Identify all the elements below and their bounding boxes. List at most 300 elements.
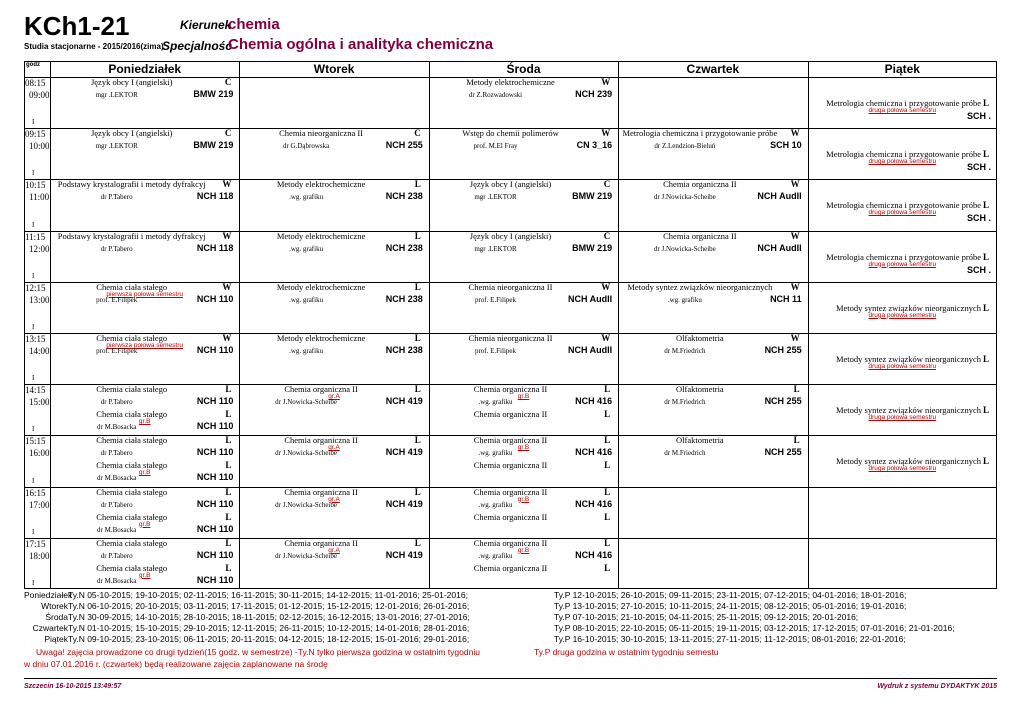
- event-type: L: [604, 460, 611, 471]
- event-type: L: [225, 384, 232, 395]
- event-room: NCH 110: [196, 447, 234, 458]
- event-cell: [431, 384, 616, 409]
- event-room: NCH 255: [764, 345, 802, 355]
- footer-right: Wydruk z systemu DYDAKTYK 2015: [877, 683, 997, 690]
- event-room: NCH 110: [196, 472, 234, 483]
- grid-day-divider: [239, 61, 240, 589]
- event-cell: [620, 282, 805, 307]
- event-subject: Język obcy I (angielski): [469, 230, 552, 241]
- event-teacher: prof. M.El Fray: [473, 142, 518, 151]
- event-note: druga połowa semestru: [868, 260, 937, 268]
- slot-tick-mark: I: [32, 323, 35, 331]
- event-room: NCH 416: [575, 396, 613, 407]
- event-cell: [431, 512, 616, 537]
- event-subject: Olfaktometria: [676, 333, 724, 343]
- legend-even-weeks: Ty.P 13-10-2015; 27-10-2015; 10-11-2015; 24-11-2015; 08-12-2015; 05-01-2016; 19-01-2016;: [554, 601, 907, 611]
- legend-odd-weeks: Ty.N 05-10-2015; 19-10-2015; 02-11-2015; 16-11-2015; 30-11-2015; 14-12-2015; 11-01-2016; 25-01-2016;: [68, 590, 468, 600]
- event-room: SCH .: [966, 111, 991, 121]
- event-group: gr.B: [517, 546, 530, 554]
- event-room: NCH AudII: [568, 345, 613, 355]
- event-teacher: .wg. grafiku: [289, 244, 324, 253]
- event-subject: Chemia organiczna II: [473, 460, 548, 471]
- event-cell: [810, 302, 995, 332]
- event-note: druga połowa semestru: [868, 363, 937, 370]
- event-subject: Chemia organiczna II: [473, 511, 548, 522]
- slot-tick-mark: I: [32, 527, 35, 536]
- event-type: W: [222, 281, 232, 292]
- grid-day-divider: [808, 61, 809, 589]
- event-room: NCH 110: [196, 574, 234, 585]
- event-room: NCH 118: [196, 191, 234, 202]
- slot-start-time: 08:15: [25, 78, 46, 88]
- event-group: gr.A: [328, 495, 340, 503]
- slot-end-time: 11:00: [29, 192, 50, 203]
- event-cell: [620, 179, 805, 204]
- legend-row: [24, 601, 469, 612]
- slot-start-time: 17:15: [25, 538, 46, 549]
- slot-start-time: 13:15: [25, 334, 46, 344]
- event-type: L: [793, 384, 800, 395]
- event-room: NCH 419: [385, 447, 423, 458]
- event-subject: Język obcy I (angielski): [90, 77, 173, 87]
- event-type: L: [982, 251, 989, 262]
- event-group: gr.B: [138, 418, 151, 426]
- field-label: Kierunek: [180, 18, 232, 32]
- legend-odd-weeks: Ty.N 01-10-2015; 15-10-2015; 29-10-2015; 12-11-2015; 26-11-2015; 10-12-2015; 14-01-2016; 28-01-2016;: [68, 623, 470, 633]
- slot-start-time: 14:15: [25, 385, 46, 396]
- event-cell: [241, 179, 426, 204]
- event-room: BMW 219: [572, 191, 613, 202]
- event-cell: [810, 149, 995, 178]
- event-type: L: [225, 511, 232, 522]
- event-subject: Metody elektrochemiczne: [466, 77, 555, 87]
- event-room: NCH 110: [196, 396, 234, 407]
- legend-row: [24, 634, 469, 645]
- event-cell: [431, 231, 616, 256]
- event-type: C: [224, 128, 232, 139]
- event-group: gr.B: [138, 469, 151, 477]
- event-subject: Metrologia chemiczna i przygotowanie próbe: [826, 98, 981, 108]
- event-subject: Chemia ciała stałego: [96, 460, 168, 471]
- event-group: gr.A: [328, 546, 340, 554]
- slot-start-time: 11:15: [25, 231, 46, 242]
- day-header: Środa: [506, 62, 541, 76]
- event-teacher: dr P.Tabero: [100, 500, 133, 509]
- event-type: C: [603, 179, 611, 190]
- event-subject: Chemia organiczna II: [473, 486, 548, 497]
- event-type: L: [604, 537, 611, 548]
- event-cell: [431, 77, 616, 102]
- event-note: druga połowa semestru: [868, 107, 937, 114]
- grid-day-divider: [618, 61, 619, 589]
- event-group: gr.A: [328, 444, 340, 452]
- event-type: L: [414, 230, 421, 241]
- event-group: gr.B: [517, 393, 530, 401]
- legend-even-weeks: Ty.P 08-10-2015; 22-10-2015; 05-11-2015; 19-11-2015; 03-12-2015; 17-12-2015; 07-01-2016; 21-01-2016;: [554, 623, 955, 633]
- event-type: L: [225, 562, 232, 573]
- slot-tick-mark: I: [32, 220, 35, 229]
- hour-column-label: godz: [26, 62, 40, 68]
- event-room: NCH AudII: [568, 293, 613, 304]
- event-room: BMW 219: [193, 140, 234, 151]
- legend-row: [24, 612, 470, 623]
- event-subject: Chemia organiczna II: [473, 562, 548, 573]
- legend-odd-weeks: Ty.N 30-09-2015; 14-10-2015; 28-10-2015; 18-11-2015; 02-12-2015; 16-12-2015; 13-01-2016; 27-01-2016;: [68, 612, 470, 622]
- event-subject: Metody elektrochemiczne: [276, 281, 366, 292]
- slot-tick-mark: I: [32, 118, 35, 127]
- event-type: L: [414, 281, 421, 292]
- slot-start-time: 09:15: [25, 129, 46, 140]
- event-room: NCH 255: [385, 140, 423, 151]
- event-subject: Chemia ciała stałego: [96, 562, 168, 573]
- event-subject: Chemia ciała stałego: [96, 435, 168, 446]
- event-type: L: [414, 435, 421, 446]
- warning-line-1-right: Ty.P druga godzina w ostatnim tygodniu semestu: [534, 647, 719, 657]
- slot-end-time: 12:00: [29, 243, 50, 254]
- event-room: NCH 110: [196, 523, 234, 534]
- footer-divider: [24, 678, 997, 679]
- event-type: L: [982, 200, 989, 211]
- event-cell: [52, 487, 237, 512]
- event-cell: [431, 538, 616, 563]
- event-teacher: dr P.Tabero: [100, 449, 133, 458]
- event-subject: Podstawy krystalografii i metody dyfrakcyj: [57, 230, 206, 241]
- event-note: pierwsza połowa semestru: [106, 342, 183, 349]
- day-header: Wtorek: [313, 62, 355, 76]
- legend-even-weeks: Ty.P 16-10-2015; 30-10-2015; 13-11-2015; 27-11-2015; 11-12-2015; 08-01-2016; 22-01-2016;: [554, 634, 906, 644]
- slot-start-time: 16:15: [25, 487, 46, 498]
- event-type: L: [225, 460, 232, 471]
- slot-tick-mark: I: [32, 476, 35, 485]
- event-subject: Język obcy I (angielski): [90, 128, 173, 139]
- event-type: L: [414, 179, 421, 190]
- event-subject: Chemia nieorganiczna II: [468, 333, 553, 343]
- event-room: SCH .: [966, 162, 991, 173]
- day-header: Czwartek: [686, 62, 740, 76]
- footer-left: Szczecin 16-10-2015 13:49:57: [24, 683, 122, 690]
- event-type: W: [601, 128, 611, 139]
- event-cell: [241, 282, 426, 307]
- event-type: L: [414, 537, 421, 548]
- event-room: NCH 110: [196, 345, 234, 355]
- event-cell: [431, 487, 616, 512]
- event-teacher: dr Z.Lendzion-Bieluń: [654, 142, 716, 151]
- event-type: L: [604, 384, 611, 395]
- event-room: SCH .: [966, 264, 991, 275]
- event-room: NCH 416: [575, 549, 613, 560]
- event-type: L: [982, 149, 989, 160]
- event-type: L: [225, 409, 232, 420]
- slot-start-time: 10:15: [25, 180, 46, 191]
- event-teacher: dr J.Nowicka-Scheibe: [275, 500, 337, 509]
- event-teacher: dr J.Nowicka-Scheibe: [275, 398, 337, 407]
- event-room: NCH 416: [575, 498, 613, 509]
- event-teacher: prof. E.Filipek: [474, 347, 516, 355]
- header-subtitle: Studia stacjonarne - 2015/2016(zima): [24, 42, 164, 51]
- event-teacher: dr Z.Rozwadowski: [468, 91, 523, 99]
- event-room: NCH 238: [385, 242, 423, 253]
- event-type: L: [793, 435, 800, 446]
- event-type: W: [790, 179, 800, 190]
- event-cell: [241, 128, 426, 153]
- event-subject: Metody syntez związków nieorganicznych: [627, 281, 773, 292]
- event-cell: [52, 128, 237, 153]
- event-cell: [52, 409, 237, 434]
- event-teacher: prof. E.Filipek: [474, 295, 516, 304]
- event-subject: Chemia organiczna II: [284, 537, 358, 548]
- event-teacher: dr M.Friedrich: [664, 347, 706, 355]
- legend-even-weeks: Ty.P 07-10-2015; 21-10-2015; 04-11-2015; 25-11-2015; 09-12-2015; 20-01-2016;: [554, 612, 859, 622]
- event-teacher: dr P.Tabero: [100, 193, 133, 202]
- event-room: NCH 11: [770, 293, 802, 304]
- event-subject: Chemia ciała stałego: [96, 333, 168, 343]
- event-subject: Chemia organiczna II: [284, 486, 358, 497]
- event-cell: [431, 435, 616, 460]
- event-teacher: mgr .LEKTOR: [95, 142, 138, 151]
- event-teacher: dr M.Friedrich: [664, 398, 706, 407]
- event-room: NCH 255: [764, 447, 802, 458]
- event-type: W: [601, 77, 611, 87]
- event-subject: Chemia organiczna II: [284, 384, 358, 395]
- event-cell: [810, 200, 995, 229]
- event-room: SCH 10: [770, 140, 802, 151]
- slot-start-time: 15:15: [25, 436, 46, 447]
- event-subject: Chemia ciała stałego: [96, 281, 168, 292]
- event-type: C: [224, 77, 232, 87]
- event-cell: [52, 512, 237, 537]
- slot-start-time: 12:15: [25, 282, 46, 293]
- legend-odd-weeks: Ty.N 09-10-2015; 23-10-2015; 06-11-2015; 20-11-2015; 04-12-2015; 18-12-2015; 15-01-2016; 29-01-2016;: [68, 634, 470, 644]
- slot-end-time: 13:00: [29, 294, 50, 305]
- slot-tick-mark: I: [32, 271, 35, 280]
- event-group: gr.B: [517, 444, 530, 452]
- event-type: W: [790, 128, 800, 139]
- event-subject: Metrologia chemiczna i przygotowanie próbe: [826, 149, 981, 160]
- event-room: NCH 419: [385, 549, 423, 560]
- event-type: W: [222, 179, 232, 190]
- event-cell: [620, 333, 805, 358]
- event-room: NCH 238: [385, 293, 423, 304]
- event-type: L: [225, 486, 232, 497]
- event-group: gr.B: [138, 520, 151, 528]
- event-teacher: dr J.Nowicka-Scheibe: [653, 193, 716, 202]
- event-subject: Metody syntez związków nieorganicznych: [835, 354, 981, 364]
- event-teacher: mgr .LEKTOR: [474, 244, 517, 253]
- event-type: L: [604, 486, 611, 497]
- event-subject: Język obcy I (angielski): [469, 179, 552, 190]
- legend-day: Środa: [45, 612, 68, 622]
- event-cell: [810, 456, 995, 485]
- event-type: L: [982, 456, 989, 467]
- slot-end-time: 17:00: [29, 499, 50, 510]
- day-header: Poniedziałek: [108, 62, 182, 76]
- event-note: druga połowa semestru: [868, 414, 937, 422]
- legend-even-weeks: Ty.P 12-10-2015; 26-10-2015; 09-11-2015; 23-11-2015; 07-12-2015; 04-01-2016; 18-01-2016;: [554, 590, 907, 600]
- event-cell: [431, 128, 616, 153]
- grid-day-divider: [429, 61, 430, 589]
- event-teacher: .wg. grafiku: [289, 193, 324, 202]
- event-cell: [620, 231, 805, 256]
- event-room: NCH 416: [575, 447, 613, 458]
- event-room: BMW 219: [572, 242, 613, 253]
- event-subject: Chemia organiczna II: [473, 409, 548, 420]
- event-cell: [52, 77, 237, 102]
- event-cell: [52, 538, 237, 563]
- event-room: CN 3_16: [576, 140, 613, 151]
- event-teacher: dr J.Nowicka-Scheibe: [275, 449, 337, 458]
- slot-end-time: 18:00: [29, 550, 50, 561]
- event-subject: Chemia ciała stałego: [96, 511, 168, 522]
- event-room: NCH 110: [196, 293, 234, 304]
- warning-text-1: Uwaga! zajęcia prowadzone co drugi tydzień(15 godz. w semestrze) -Ty.N tylko pierwsza godzina w ostatnim tygodniu: [36, 647, 480, 657]
- event-subject: Metody elektrochemiczne: [276, 333, 366, 343]
- event-cell: [810, 354, 995, 383]
- event-teacher: .wg. grafiku: [478, 551, 513, 560]
- event-teacher: mgr .LEKTOR: [474, 193, 517, 202]
- event-subject: Chemia organiczna II: [663, 179, 737, 190]
- event-subject: Metody elektrochemiczne: [276, 179, 366, 190]
- grid-border-bottom: [24, 588, 997, 589]
- day-header: Piątek: [884, 62, 920, 76]
- event-type: L: [414, 333, 421, 343]
- event-subject: Metrologia chemiczna i przygotowanie próbe: [826, 251, 981, 262]
- event-room: NCH 110: [196, 549, 234, 560]
- grid-time-divider: [50, 61, 51, 589]
- event-cell: [52, 333, 237, 358]
- event-group: gr.B: [517, 495, 530, 503]
- event-teacher: prof. E.Filipek: [96, 295, 138, 304]
- event-cell: [620, 384, 805, 409]
- event-teacher: dr G.Dąbrowska: [282, 142, 330, 151]
- slot-tick-mark: I: [32, 374, 35, 383]
- event-subject: Chemia nieorganiczna II: [468, 281, 553, 292]
- event-type: L: [414, 384, 421, 395]
- slot-end-time: 09:00: [29, 90, 50, 100]
- event-subject: Chemia nieorganiczna II: [279, 128, 364, 139]
- event-cell: [241, 487, 426, 512]
- event-subject: Metody syntez związków nieorganicznych: [835, 405, 981, 416]
- event-teacher: dr P.Tabero: [100, 551, 133, 560]
- event-cell: [241, 435, 426, 460]
- event-type: L: [225, 537, 232, 548]
- event-type: C: [414, 128, 421, 139]
- event-note: druga połowa semestru: [868, 311, 937, 319]
- event-room: NCH AudII: [757, 242, 802, 253]
- event-type: C: [603, 230, 611, 241]
- specialization-value: Chemia ogólna i analityka chemiczna: [228, 36, 494, 53]
- event-cell: [810, 98, 995, 127]
- event-type: L: [604, 562, 611, 573]
- event-type: W: [222, 230, 232, 241]
- event-teacher: .wg. grafiku: [478, 500, 513, 509]
- event-subject: Chemia organiczna II: [473, 537, 548, 548]
- event-cell: [52, 179, 237, 204]
- event-teacher: .wg. grafiku: [478, 398, 513, 407]
- legend-day: Poniedziałek: [24, 590, 73, 600]
- event-type: L: [225, 435, 232, 446]
- event-teacher: dr J.Nowicka-Scheibe: [653, 244, 716, 253]
- event-group: gr.B: [138, 571, 151, 579]
- event-room: NCH 419: [385, 396, 423, 407]
- event-room: NCH 238: [385, 191, 423, 202]
- legend-row: [24, 590, 468, 601]
- grid-border-left: [24, 61, 25, 589]
- event-cell: [431, 409, 616, 434]
- event-subject: Podstawy krystalografii i metody dyfrakcyj: [57, 179, 206, 190]
- event-cell: [52, 231, 237, 256]
- event-subject: Chemia ciała stałego: [96, 537, 168, 548]
- event-subject: Metrologia chemiczna i przygotowanie próbe: [622, 128, 778, 139]
- event-cell: [620, 128, 805, 153]
- slot-end-time: 16:00: [29, 448, 50, 459]
- legend-day: Wtorek: [41, 601, 68, 611]
- event-teacher: dr P.Tabero: [100, 244, 133, 253]
- legend-row: [24, 623, 469, 634]
- event-teacher: dr P.Tabero: [100, 398, 133, 407]
- event-note: pierwsza połowa semestru: [106, 290, 183, 298]
- event-subject: Olfaktometria: [676, 384, 724, 395]
- event-subject: Chemia ciała stałego: [96, 486, 168, 497]
- legend-odd-weeks: Ty.N 06-10-2015; 20-10-2015; 03-11-2015; 17-11-2015; 01-12-2015; 15-12-2015; 12-01-2016; 26-01-2016;: [68, 601, 470, 611]
- event-subject: Metody syntez związków nieorganicznych: [835, 302, 981, 313]
- event-cell: [52, 384, 237, 409]
- event-cell: [431, 333, 616, 358]
- event-type: L: [982, 98, 989, 108]
- event-cell: [241, 538, 426, 563]
- event-cell: [241, 384, 426, 409]
- event-subject: Chemia ciała stałego: [96, 384, 168, 395]
- slot-tick-mark: I: [32, 169, 35, 178]
- warning-line-1: [36, 647, 480, 657]
- event-subject: Chemia ciała stałego: [96, 409, 168, 420]
- event-type: L: [982, 302, 989, 313]
- slot-end-time: 15:00: [29, 397, 50, 408]
- event-teacher: .wg. grafiku: [667, 295, 702, 304]
- timetable-grid: [24, 61, 997, 589]
- event-cell: [431, 179, 616, 204]
- slot-end-time: 10:00: [29, 141, 50, 152]
- event-teacher: .wg. grafiku: [289, 295, 324, 304]
- event-subject: Chemia organiczna II: [663, 230, 737, 241]
- event-type: W: [601, 333, 611, 343]
- event-teacher: dr M.Friedrich: [664, 449, 706, 458]
- event-subject: Olfaktometria: [676, 435, 724, 446]
- field-value: chemia: [228, 16, 280, 33]
- event-cell: [810, 251, 995, 281]
- event-type: L: [982, 405, 989, 416]
- event-room: NCH AudII: [757, 191, 802, 202]
- event-note: druga połowa semestru: [868, 158, 937, 166]
- event-note: druga połowa semestru: [868, 209, 937, 217]
- event-cell: [431, 563, 616, 588]
- event-type: L: [604, 409, 611, 420]
- event-room: NCH 419: [385, 498, 423, 509]
- event-subject: Metrologia chemiczna i przygotowanie próbe: [826, 200, 981, 211]
- event-cell: [431, 282, 616, 307]
- event-teacher: .wg. grafiku: [289, 347, 324, 355]
- event-cell: [52, 282, 237, 307]
- event-teacher: dr J.Nowicka-Scheibe: [275, 551, 337, 560]
- specialization-label: Specjalność: [162, 39, 233, 53]
- grid-border-right: [996, 61, 997, 589]
- event-cell: [620, 435, 805, 460]
- slot-tick-mark: I: [32, 425, 35, 434]
- event-room: NCH 110: [196, 421, 234, 432]
- event-type: W: [790, 230, 800, 241]
- event-subject: Chemia organiczna II: [284, 435, 358, 446]
- event-teacher: mgr .LEKTOR: [95, 91, 138, 99]
- event-room: NCH 118: [196, 242, 234, 253]
